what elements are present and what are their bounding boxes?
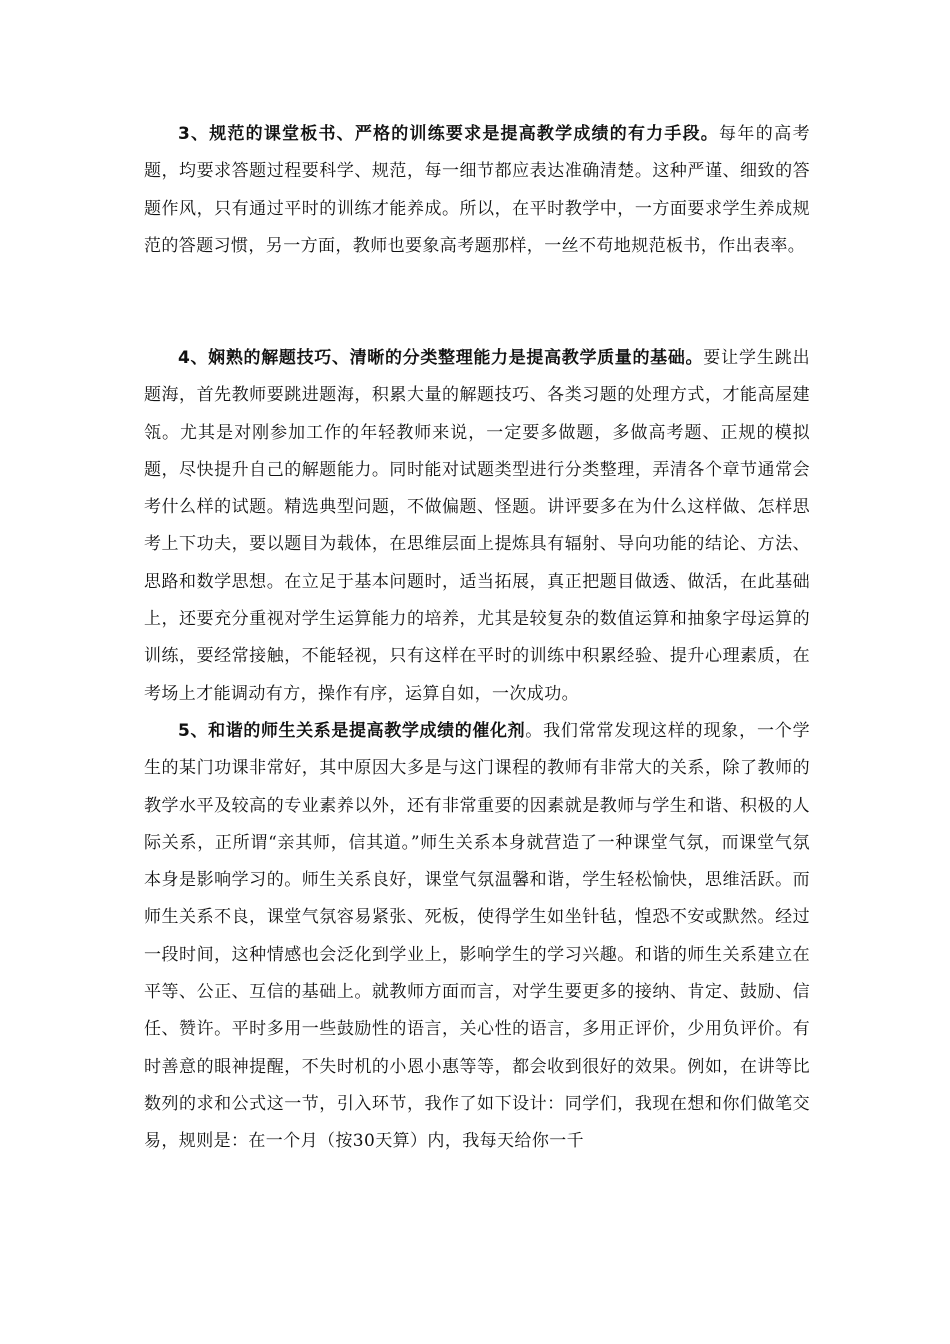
paragraph-3-heading: 3、规范的课堂板书、严格的训练要求是提高教学成绩的有力手段。 xyxy=(178,124,719,144)
paragraph-5-body: 。我们常常发现这样的现象，一个学生的某门功课非常好，其中原因大多是与这门课程的教师有非常大的关系，除了教师的教学水平及较高的专业素养以外，还有非常重要的因素就是教师与学生和谐、积极的人际关系，正所谓“亲其师，信其道。”师生关系本身就营造了一种课堂气氛，而课堂气氛本身是影响学习的。师生关系良好，课堂气氛温馨和谐，学生轻松愉快，思维活跃。而师生关系不良，课堂气氛容易紧张、死板，使得学生如坐针毡，惶恐不安或默然。经过一段时间，这种情感也会泛化到学业上，影响学生的学习兴趣。和谐的师生关系建立在平等、公正、互信的基础上。就教师方面而言，对学生要更多的接纳、肯定、鼓励、信任、赞许。平时多用一些鼓励性的语言，关心性的语言，多用正评价，少用负评价。有时善意的眼神提醒，不失时机的小恩小惠等等，都会收到很好的效果。例如，在讲等比数列的求和公式这一节，引入环节，我作了如下设计：同学们，我现在想和你们做笔交易，规则是：在一个月（按30天算）内，我每天给你一千 xyxy=(144,721,810,1152)
paragraph-4-body: 要让学生跳出题海，首先教师要跳进题海，积累大量的解题技巧、各类习题的处理方式，才能高屋建瓴。尤其是对刚参加工作的年轻教师来说，一定要多做题，多做高考题、正规的模拟题，尽快提升自己的解题能力。同时能对试题类型进行分类整理，弄清各个章节通常会考什么样的试题。精选典型问题，不做偏题、怪题。讲评要多在为什么这样做、怎样思考上下功夫，要以题目为载体，在思维层面上提炼具有辐射、导向功能的结论、方法、思路和数学思想。在立足于基本问题时，适当拓展，真正把题目做透、做活，在此基础上，还要充分重视对学生运算能力的培养，尤其是较复杂的数值运算和抽象字母运算的训练，要经常接触，不能轻视，只有这样在平时的训练中积累经验、提升心理素质，在考场上才能调动有方，操作有序，运算自如，一次成功。 xyxy=(144,348,810,704)
paragraph-5-heading: 5、和谐的师生关系是提高教学成绩的催化剂 xyxy=(178,721,526,741)
paragraph-3-body: 每年的高考题，均要求答题过程要科学、规范，每一细节都应表达准确清楚。这种严谨、细致的答题作风，只有通过平时的训练才能养成。所以，在平时教学中，一方面要求学生养成规范的答题习惯，另一方面，教师也要象高考题那样，一丝不苟地规范板书，作出表率。 xyxy=(144,124,811,256)
paragraph-5 xyxy=(144,713,810,1161)
paragraph-4 xyxy=(144,340,810,713)
paragraph-4-heading: 4、娴熟的解题技巧、清晰的分类整理能力是提高教学质量的基础。 xyxy=(178,348,704,368)
paragraph-3 xyxy=(144,116,810,265)
